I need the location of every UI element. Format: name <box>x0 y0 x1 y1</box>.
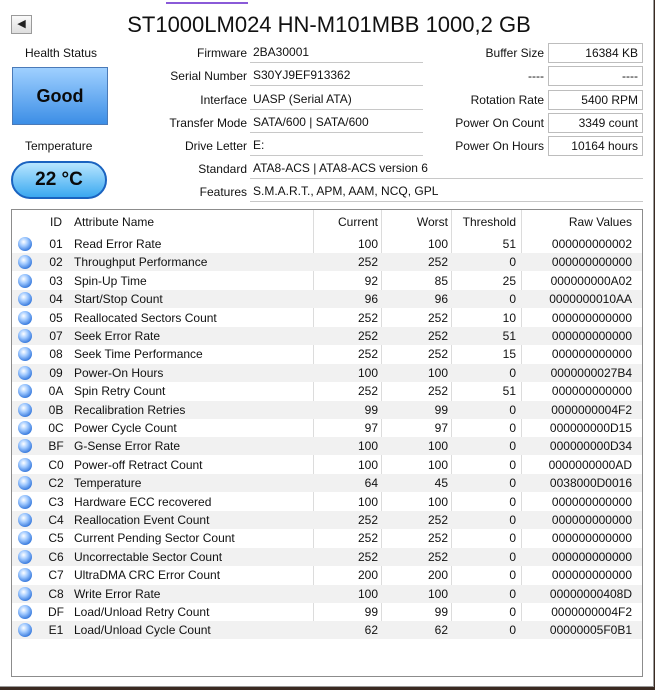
raw-value: 000000000002 <box>551 237 632 251</box>
raw-value: 000000000000 <box>551 255 632 270</box>
worst-value: 100 <box>427 586 448 601</box>
current-value: 252 <box>357 531 378 546</box>
column-header-attribute-name[interactable]: Attribute Name <box>74 215 155 229</box>
status-indicator-icon <box>18 384 32 398</box>
attribute-id: 09 <box>49 365 63 380</box>
attribute-name: Reallocation Event Count <box>74 513 210 527</box>
raw-value: 000000000000 <box>551 384 632 399</box>
raw-value: 0000000004F2 <box>551 402 632 417</box>
attribute-id: 03 <box>49 273 63 288</box>
rotation-rate-value: 5400 RPM <box>548 90 643 110</box>
table-row[interactable] <box>12 364 642 382</box>
table-row[interactable] <box>12 290 642 308</box>
status-indicator-icon <box>18 403 32 417</box>
threshold-value: 0 <box>509 549 516 564</box>
rotation-rate-label: Rotation Rate <box>470 93 544 107</box>
current-value: 252 <box>357 513 378 527</box>
worst-value: 99 <box>434 605 448 619</box>
current-value: 100 <box>357 586 378 601</box>
attribute-name: Start/Stop Count <box>74 292 163 307</box>
threshold-value: 10 <box>502 310 516 325</box>
threshold-value: 0 <box>509 457 516 472</box>
status-indicator-icon <box>18 366 32 380</box>
table-row[interactable] <box>12 548 642 566</box>
standard-value: ATA8-ACS | ATA8-ACS version 6 <box>250 159 643 179</box>
attribute-id: 01 <box>49 237 63 251</box>
worst-value: 99 <box>434 402 448 417</box>
status-indicator-icon <box>18 458 32 472</box>
status-indicator-icon <box>18 439 32 453</box>
table-row[interactable] <box>12 621 642 639</box>
current-value: 252 <box>357 310 378 325</box>
table-row[interactable] <box>12 345 642 363</box>
worst-value: 252 <box>427 384 448 399</box>
threshold-value: 15 <box>502 347 516 362</box>
buffer-size-value: 16384 KB <box>548 43 643 63</box>
firmware-label: Firmware <box>197 46 247 60</box>
attribute-name: Uncorrectable Sector Count <box>74 549 223 564</box>
table-header <box>12 210 642 235</box>
threshold-value: 0 <box>509 292 516 307</box>
attribute-id: DF <box>48 605 64 619</box>
table-row[interactable] <box>12 437 642 455</box>
current-value: 99 <box>364 402 378 417</box>
serial-number-value: S30YJ9EF913362 <box>250 66 423 86</box>
title-accent-line <box>166 2 248 4</box>
attribute-name: UltraDMA CRC Error Count <box>74 568 221 583</box>
current-value: 97 <box>364 421 378 435</box>
attribute-name: Write Error Rate <box>74 586 161 601</box>
raw-value: 0000000000AD <box>548 457 632 472</box>
threshold-value: 0 <box>509 494 516 509</box>
attribute-id: C5 <box>48 531 64 546</box>
raw-value: 0000000027B4 <box>550 365 632 380</box>
status-indicator-icon <box>18 568 32 582</box>
unknown-field-value: ---- <box>548 66 643 86</box>
attribute-name: Current Pending Sector Count <box>74 531 235 546</box>
attribute-id: 0C <box>48 421 64 435</box>
worst-value: 96 <box>434 292 448 307</box>
current-value: 252 <box>357 329 378 343</box>
table-row[interactable] <box>12 456 642 474</box>
attribute-id: 08 <box>49 347 63 362</box>
status-indicator-icon <box>18 513 32 527</box>
current-value: 64 <box>364 476 378 491</box>
previous-disk-button[interactable] <box>11 15 32 34</box>
table-row[interactable] <box>12 603 642 621</box>
column-header-worst[interactable]: Worst <box>416 215 448 229</box>
attribute-id: E1 <box>48 623 64 638</box>
worst-value: 97 <box>434 421 448 435</box>
table-row[interactable] <box>12 511 642 529</box>
drive-letter-label: Drive Letter <box>184 139 247 153</box>
threshold-value: 0 <box>509 365 516 380</box>
raw-value: 000000000000 <box>551 347 632 362</box>
attribute-name: Seek Error Rate <box>74 329 161 343</box>
column-header-threshold[interactable]: Threshold <box>462 215 516 229</box>
worst-value: 252 <box>427 549 448 564</box>
attribute-id: C7 <box>48 568 64 583</box>
raw-value: 000000000000 <box>551 549 632 564</box>
column-header-raw-values[interactable]: Raw Values <box>568 215 632 229</box>
current-value: 100 <box>357 237 378 251</box>
worst-value: 100 <box>427 457 448 472</box>
status-indicator-icon <box>18 329 32 343</box>
threshold-value: 51 <box>502 384 516 399</box>
current-value: 99 <box>364 605 378 619</box>
drive-letter-value: E: <box>250 136 423 156</box>
interface-label: Interface <box>200 93 247 107</box>
attribute-id: C6 <box>48 549 64 564</box>
features-value: S.M.A.R.T., APM, AAM, NCQ, GPL <box>250 182 643 202</box>
features-label: Features <box>199 185 247 199</box>
column-header-id[interactable]: ID <box>50 215 62 229</box>
raw-value: 0038000D0016 <box>549 476 632 491</box>
table-row[interactable] <box>12 382 642 400</box>
attribute-id: 04 <box>49 292 63 307</box>
attribute-name: Read Error Rate <box>74 237 162 251</box>
power-on-count-label: Power On Count <box>455 116 544 130</box>
status-indicator-icon <box>18 531 32 545</box>
attribute-name: Power-On Hours <box>74 365 164 380</box>
current-value: 100 <box>357 439 378 454</box>
firmware-value: 2BA30001 <box>250 43 423 63</box>
worst-value: 252 <box>427 531 448 546</box>
worst-value: 100 <box>427 237 448 251</box>
worst-value: 100 <box>427 365 448 380</box>
table-row[interactable] <box>12 529 642 547</box>
smart-attributes-table[interactable] <box>11 209 643 677</box>
threshold-value: 0 <box>509 421 516 435</box>
attribute-id: C0 <box>48 457 64 472</box>
current-value: 96 <box>364 292 378 307</box>
table-row[interactable] <box>12 474 642 492</box>
interface-value: UASP (Serial ATA) <box>250 90 423 110</box>
threshold-value: 0 <box>509 255 516 270</box>
attribute-name: Load/Unload Retry Count <box>74 605 210 619</box>
temperature-badge[interactable]: 22 °C <box>11 161 107 199</box>
serial-number-label: Serial Number <box>170 69 247 83</box>
table-row[interactable] <box>12 235 642 253</box>
table-row[interactable] <box>12 493 642 511</box>
raw-value: 00000000408D <box>549 586 632 601</box>
raw-value: 00000005F0B1 <box>549 623 632 638</box>
raw-value: 000000000000 <box>551 568 632 583</box>
status-indicator-icon <box>18 587 32 601</box>
status-indicator-icon <box>18 274 32 288</box>
raw-value: 000000000A02 <box>550 273 632 288</box>
power-on-hours-value: 10164 hours <box>548 136 643 156</box>
attribute-name: Throughput Performance <box>74 255 208 270</box>
attribute-name: Recalibration Retries <box>74 402 186 417</box>
attribute-name: Reallocated Sectors Count <box>74 310 217 325</box>
attribute-name: Spin Retry Count <box>74 384 166 399</box>
attribute-name: Spin-Up Time <box>74 273 147 288</box>
attribute-id: 05 <box>49 310 63 325</box>
threshold-value: 0 <box>509 513 516 527</box>
power-on-count-value: 3349 count <box>548 113 643 133</box>
status-indicator-icon <box>18 421 32 435</box>
raw-value: 000000000000 <box>551 513 632 527</box>
worst-value: 100 <box>427 439 448 454</box>
worst-value: 252 <box>427 513 448 527</box>
threshold-value: 0 <box>509 531 516 546</box>
raw-value: 000000000D15 <box>549 421 632 435</box>
attribute-id: 0B <box>48 402 64 417</box>
current-value: 200 <box>357 568 378 583</box>
current-value: 252 <box>357 347 378 362</box>
status-indicator-icon <box>18 237 32 251</box>
attribute-name: Hardware ECC recovered <box>74 494 212 509</box>
temperature-label: Temperature <box>25 139 93 153</box>
column-header-current[interactable]: Current <box>337 215 378 229</box>
worst-value: 252 <box>427 310 448 325</box>
worst-value: 85 <box>434 273 448 288</box>
raw-value: 000000000000 <box>551 310 632 325</box>
table-row[interactable] <box>12 327 642 345</box>
attribute-id: C2 <box>48 476 64 491</box>
current-value: 100 <box>357 457 378 472</box>
attribute-id: 07 <box>49 329 63 343</box>
worst-value: 252 <box>427 255 448 270</box>
attribute-id: BF <box>48 439 64 454</box>
status-indicator-icon <box>18 550 32 564</box>
threshold-value: 0 <box>509 568 516 583</box>
buffer-size-label: Buffer Size <box>485 46 544 60</box>
threshold-value: 51 <box>502 237 516 251</box>
attribute-name: G-Sense Error Rate <box>74 439 181 454</box>
status-indicator-icon <box>18 292 32 306</box>
triangle-left-icon: ◀ <box>17 18 26 30</box>
table-row[interactable] <box>12 585 642 603</box>
table-row[interactable] <box>12 272 642 290</box>
table-row[interactable] <box>12 566 642 584</box>
threshold-value: 0 <box>509 623 516 638</box>
raw-value: 000000000000 <box>551 531 632 546</box>
threshold-value: 0 <box>509 586 516 601</box>
status-indicator-icon <box>18 311 32 325</box>
attribute-id: C3 <box>48 494 64 509</box>
worst-value: 200 <box>427 568 448 583</box>
worst-value: 100 <box>427 494 448 509</box>
current-value: 100 <box>357 365 378 380</box>
attribute-name: Load/Unload Cycle Count <box>74 623 211 638</box>
status-indicator-icon <box>18 476 32 490</box>
status-indicator-icon <box>18 255 32 269</box>
attribute-id: C8 <box>48 586 64 601</box>
unknown-field-label: ---- <box>528 69 544 83</box>
raw-value: 000000000000 <box>551 329 632 343</box>
attribute-id: 02 <box>49 255 63 270</box>
standard-label: Standard <box>198 162 247 176</box>
attribute-id: 0A <box>48 384 64 399</box>
table-row[interactable] <box>12 309 642 327</box>
table-row[interactable] <box>12 401 642 419</box>
table-row[interactable] <box>12 253 642 271</box>
threshold-value: 0 <box>509 605 516 619</box>
health-status-badge[interactable]: Good <box>12 67 108 125</box>
worst-value: 252 <box>427 329 448 343</box>
current-value: 252 <box>357 549 378 564</box>
worst-value: 45 <box>434 476 448 491</box>
status-indicator-icon <box>18 623 32 637</box>
threshold-value: 0 <box>509 476 516 491</box>
transfer-mode-value: SATA/600 | SATA/600 <box>250 113 423 133</box>
current-value: 252 <box>357 384 378 399</box>
current-value: 100 <box>357 494 378 509</box>
attribute-name: Power Cycle Count <box>74 421 177 435</box>
current-value: 92 <box>364 273 378 288</box>
threshold-value: 0 <box>509 402 516 417</box>
attribute-id: C4 <box>48 513 64 527</box>
raw-value: 0000000004F2 <box>551 605 632 619</box>
health-status-label: Health Status <box>25 46 98 60</box>
table-row[interactable] <box>12 419 642 437</box>
attribute-name: Power-off Retract Count <box>74 457 203 472</box>
transfer-mode-label: Transfer Mode <box>169 116 247 130</box>
raw-value: 000000000D34 <box>549 439 632 454</box>
attribute-name: Seek Time Performance <box>74 347 203 362</box>
threshold-value: 25 <box>502 273 516 288</box>
power-on-hours-label: Power On Hours <box>455 139 544 153</box>
status-indicator-icon <box>18 605 32 619</box>
current-value: 252 <box>357 255 378 270</box>
attribute-name: Temperature <box>74 476 142 491</box>
disk-title: ST1000LM024 HN-M101MBB 1000,2 GB <box>127 12 531 37</box>
raw-value: 0000000010AA <box>549 292 632 307</box>
status-indicator-icon <box>18 495 32 509</box>
worst-value: 62 <box>434 623 448 638</box>
worst-value: 252 <box>427 347 448 362</box>
threshold-value: 51 <box>502 329 516 343</box>
current-value: 62 <box>364 623 378 638</box>
raw-value: 000000000000 <box>551 494 632 509</box>
threshold-value: 0 <box>509 439 516 454</box>
status-indicator-icon <box>18 347 32 361</box>
